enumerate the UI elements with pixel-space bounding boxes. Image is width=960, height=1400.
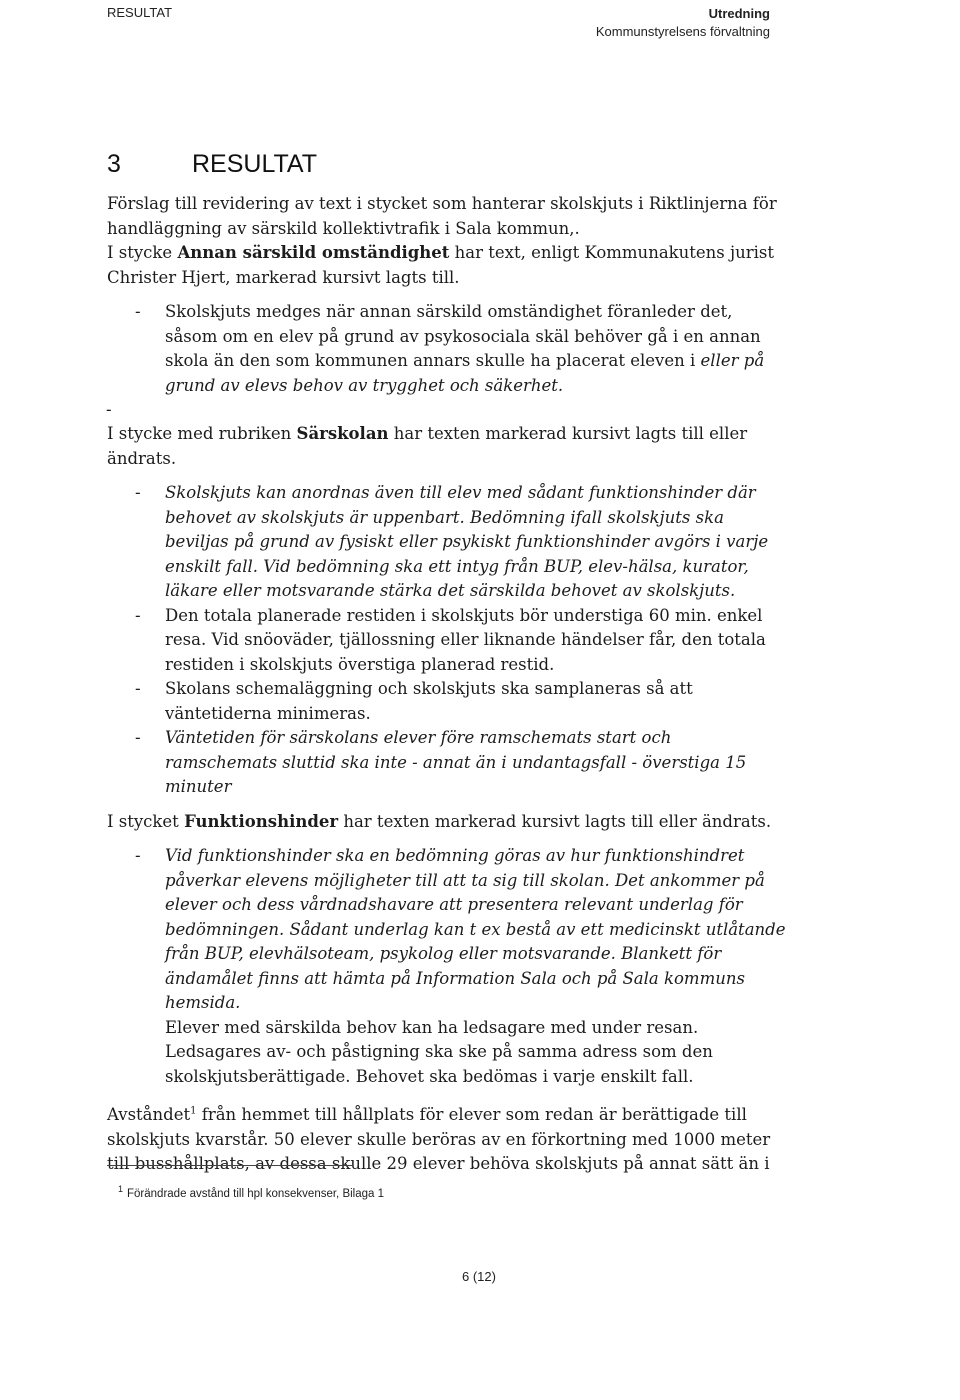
sarskolan-paragraph: I stycke med rubriken Särskolan har texten markerad kursivt lagts till eller ändrats.: [107, 424, 748, 468]
section-title: RESULTAT: [192, 150, 318, 178]
sarskolan-list: [107, 481, 787, 800]
page-number: 6 (12): [462, 1269, 496, 1284]
distance-paragraph: Avståndet$^1$ från hemmet till hållplats för elever som redan är berättigade till skolskjuts kvarstår. 50 elever skulle beröras av en förkortning med 1000 meter till busshållplats, av dessa skulle 29 elever behöva skolskjuts på annat sätt än i: [107, 1105, 771, 1173]
annan-list: [107, 300, 787, 422]
footnote-divider: [107, 1165, 352, 1166]
ledsagare-note: Elever med särskilda behov kan ha ledsagare med under resan.: [165, 1017, 699, 1037]
section-number: 3: [107, 150, 121, 178]
footnote: [118, 1184, 384, 1200]
intro-paragraph: Förslag till revidering av text i stycket som hanterar skolskjuts i Riktlinjerna för handläggning av särskild kollektivtrafik i Sala kommun,.: [107, 194, 777, 238]
list-item: - Skolans schemaläggning och skolskjuts ska samplaneras så att väntetiderna minimeras.: [165, 677, 787, 726]
header-document-type: Utredning: [708, 6, 770, 21]
footnote-text: Förändrade avstånd till hpl konsekvenser, Bilaga 1: [127, 1187, 385, 1200]
header-right-block: [596, 5, 770, 41]
list-item: - Den totala planerade restiden i skolskjuts bör understiga 60 min. enkel resa. Vid snöoväder, tjällossning eller liknande händelser får, den totala restiden i skolskjuts överstiga planerad restid.: [165, 604, 787, 678]
header-department: Kommunstyrelsens förvaltning: [595, 24, 770, 39]
sarskolan-heading-ref: Särskolan: [296, 424, 389, 443]
document-body: [107, 192, 787, 1177]
list-item: - Vid funktionshinder ska en bedömning göras av hur funktionshindret påverkar elevens möjligheter till att ta sig till skolan. Det ankommer på elever och dess vårdnadshavare att presentera relevant underlag för bedömningen. Sådant underlag kan t ex bestå av ett medicinskt utlåtande från BUP, elevhälsoteam, psykolog eller motsvarande. Blankett för ändamålet finns att hämta på Information Sala och på Sala kommuns hemsida.: [165, 844, 787, 1016]
annan-heading-ref: Annan särskild omständighet: [177, 243, 450, 262]
list-item: - Skolskjuts medges när annan särskild omständighet föranleder det, såsom om en elev på grund av psykosociala skäl behöver gå i en annan skola än den som kommunen annars skulle ha placerat eleven i eller på grund av elevs behov av trygghet och säkerhet.: [165, 300, 787, 398]
funktionshinder-paragraph: I stycket Funktionshinder har texten markerad kursivt lagts till eller ändrats.: [107, 811, 772, 831]
footnote-reference[interactable]: 1: [190, 1105, 197, 1117]
ledsagare-address-note: Ledsagares av- och påstigning ska ske på samma adress som den skolskjutsberättigade. Behovet ska bedömas i varje enskilt fall.: [165, 1042, 713, 1086]
list-item-empty: [165, 398, 787, 422]
header-left-label: RESULTAT: [107, 5, 173, 20]
annan-paragraph: I stycke Annan särskild omständighet har text, enligt Kommunakutens jurist Christer Hjert, markerad kursivt lagts till.: [107, 243, 775, 287]
footnote-number: 1: [118, 1184, 124, 1194]
list-item: - Väntetiden för särskolans elever före ramschemats start och ramschemats sluttid ska inte - annat än i undantagsfall - överstiga 15 minuter: [165, 726, 787, 800]
funktionshinder-list: [107, 844, 787, 1016]
funktionshinder-heading-ref: Funktionshinder: [184, 811, 339, 831]
section-heading: [107, 150, 317, 179]
list-item: - Skolskjuts kan anordnas även till elev med sådant funktionshinder där behovet av skolskjuts är uppenbart. Bedömning ifall skolskjuts ska beviljas på grund av fysiskt eller psykiskt funktionshinder avgörs i varje enskilt fall. Vid bedömning ska ett intyg från BUP, elev-hälsa, kurator, läkare eller motsvarande stärka det särskilda behovet av skolskjuts.: [165, 481, 787, 604]
